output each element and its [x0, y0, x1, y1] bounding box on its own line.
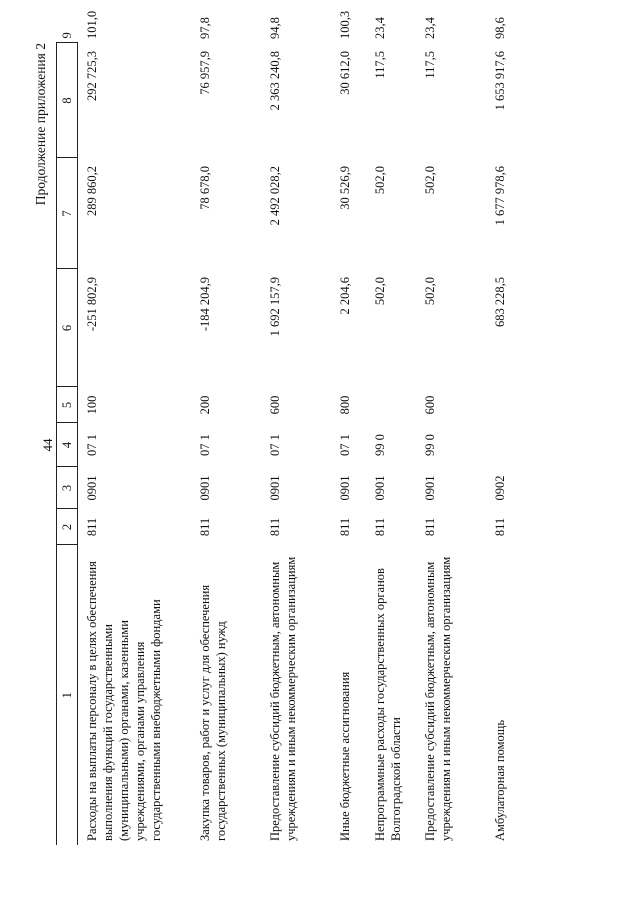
- table-row: Предоставление субсидий бюджетным, автономным учреждениям и иным некоммерческим организациям 811 0901 07 1 600 1 692 157,9 2 492 028,2 2 363 240,8 94,8: [261, 43, 331, 845]
- cell-c5: 600: [267, 395, 282, 415]
- cell-c4: 99 0: [372, 434, 387, 456]
- cell-c3: 0901: [85, 475, 99, 501]
- row-name: Непрограммные расходы государственных органов Волгоградской области: [372, 568, 403, 841]
- cell-c2: 811: [337, 517, 352, 537]
- cell-c4: 07 1: [197, 434, 212, 456]
- table-row: Амбулаторная помощь 811 0902 683 228,5 1 677 978,6 1 653 917,6 98,6: [486, 43, 520, 845]
- header-cell: 2: [57, 509, 78, 545]
- cell-c6: -184 204,9: [197, 277, 212, 332]
- cell-c7: 289 860,2: [85, 166, 99, 216]
- cell-c7: 78 678,0: [197, 166, 212, 210]
- cell-c6: 1 692 157,9: [267, 277, 282, 337]
- cell-c8: 76 957,9: [197, 51, 212, 95]
- cell-c8: 292 725,3: [85, 51, 99, 101]
- cell-c5: 200: [197, 395, 212, 415]
- cell-c3: 0901: [422, 475, 437, 501]
- header-cell: 1: [57, 545, 78, 845]
- row-name: Иные бюджетные ассигнования: [337, 671, 352, 841]
- cell-c3: 0902: [492, 475, 507, 501]
- cell-c5: 100: [85, 395, 99, 415]
- row-name: Расходы на выплаты персоналу в целях обеспечения выполнения функций государственными (муниципальными) органами, казенными учреждениями, органами управления государственными внебюджетными фондами: [85, 561, 163, 841]
- table-row: Закупка товаров, работ и услуг для обеспечения государственных (муниципальных) нужд 811 0901 07 1 200 -184 204,9 78 678,0 76 957,9 97,8: [191, 43, 261, 845]
- cell-c4: 99 0: [422, 434, 437, 456]
- cell-c6: 683 228,5: [492, 277, 507, 327]
- header-cell: 5: [57, 387, 78, 423]
- cell-c7: 1 677 978,6: [492, 166, 507, 226]
- header-cell: 3: [57, 467, 78, 509]
- cell-c2: 811: [85, 517, 99, 537]
- cell-c8: 30 612,0: [337, 51, 352, 95]
- cell-c7: 502,0: [372, 166, 387, 195]
- header-cell: 7: [57, 158, 78, 269]
- cell-c4: 07 1: [85, 434, 99, 456]
- cell-c8: 2 363 240,8: [267, 51, 282, 111]
- cell-c2: 811: [267, 517, 282, 537]
- table-row: Иные бюджетные ассигнования 811 0901 07 1 800 2 204,6 30 526,9 30 612,0 100,3: [331, 43, 366, 845]
- cell-c5: [486, 387, 520, 423]
- cell-c2: 811: [492, 517, 507, 537]
- cell-c5: [366, 387, 416, 423]
- cell-c6: 502,0: [422, 277, 437, 306]
- header-row: 1 2 3 4 5 6 7 8 9: [57, 43, 78, 845]
- page-number: 44: [40, 438, 55, 452]
- cell-c5: 800: [337, 395, 352, 415]
- table-row: Предоставление субсидий бюджетным, автономным учреждениям и иным некоммерческим организациям 811 0901 99 0 600 502,0 502,0 117,5 23,4: [416, 43, 486, 845]
- header-cell: 6: [57, 269, 78, 387]
- row-name: Амбулаторная помощь: [492, 719, 507, 841]
- cell-c6: 502,0: [372, 277, 387, 306]
- cell-c4: 07 1: [337, 434, 352, 456]
- cell-c3: 0901: [267, 475, 282, 501]
- cell-c7: 502,0: [422, 166, 437, 195]
- cell-c8: 117,5: [422, 51, 437, 79]
- cell-c2: 811: [197, 517, 212, 537]
- cell-c3: 0901: [337, 475, 352, 501]
- cell-c7: 30 526,9: [337, 166, 352, 210]
- table-row: Непрограммные расходы государственных органов Волгоградской области 811 0901 99 0 502,0 502,0 117,5 23,4: [366, 43, 416, 845]
- cell-c8: 117,5: [372, 51, 387, 79]
- table-row: Расходы на выплаты персоналу в целях обеспечения выполнения функций государственными (муниципальными) органами, казенными учреждениями, органами управления государственными внебюджетными фондами 811 0901 07 1 100 -251 802,9 289 860,2 292 725,3 101,0: [78, 43, 191, 845]
- header-cell: 4: [57, 423, 78, 467]
- continuation-label: Продолжение приложения 2: [33, 43, 48, 206]
- cell-c3: 0901: [197, 475, 212, 501]
- cell-c6: 2 204,6: [337, 277, 352, 315]
- cell-c5: 600: [422, 395, 437, 415]
- cell-c3: 0901: [372, 475, 387, 501]
- cell-c2: 811: [422, 517, 437, 537]
- cell-c4: [486, 423, 520, 467]
- header-cell: 8: [57, 43, 78, 158]
- row-name: Предоставление субсидий бюджетным, автономным учреждениям и иным некоммерческим организациям: [422, 556, 453, 841]
- cell-c7: 2 492 028,2: [267, 166, 282, 226]
- row-name: Закупка товаров, работ и услуг для обеспечения государственных (муниципальных) нужд: [197, 584, 228, 841]
- cell-c8: 1 653 917,6: [492, 51, 507, 111]
- cell-c4: 07 1: [267, 434, 282, 456]
- budget-table: [56, 10, 520, 845]
- cell-c2: 811: [372, 517, 387, 537]
- row-name: Предоставление субсидий бюджетным, автономным учреждениям и иным некоммерческим организациям: [267, 556, 298, 841]
- cell-c6: -251 802,9: [85, 277, 99, 332]
